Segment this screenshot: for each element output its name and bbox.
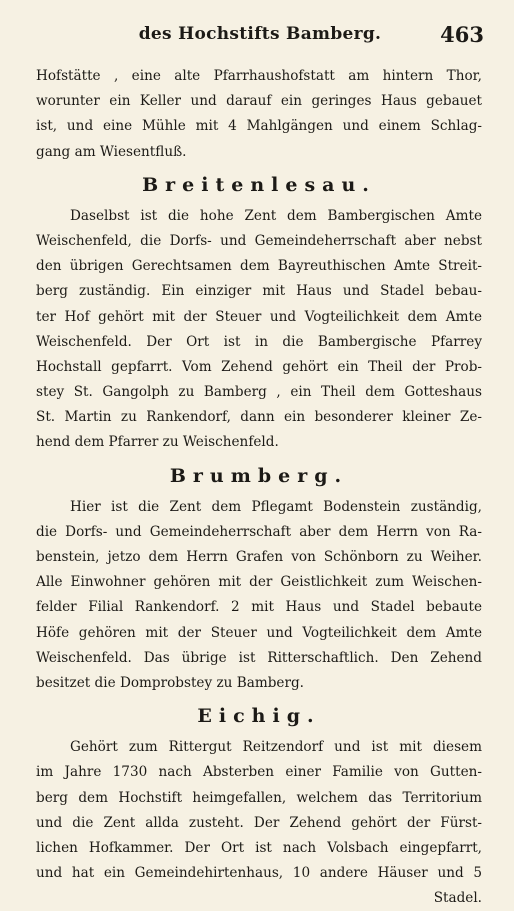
section-heading: Eichig. bbox=[197, 705, 321, 728]
text-line: Stadel. bbox=[433, 890, 482, 907]
text-line: Alle Einwohner gehören mit der Geistlichkeit zum Weischen- bbox=[36, 574, 482, 591]
text-line: die Dorfs- und Gemeindeherrschaft aber dem Herrn von Ra- bbox=[36, 523, 482, 540]
section-heading: Brumberg. bbox=[169, 464, 349, 487]
running-title: des Hochstifts Bamberg. bbox=[138, 24, 382, 44]
text-line: besitzet die Domprobstey zu Bamberg. bbox=[36, 674, 304, 691]
text-line: hend dem Pfarrer zu Weischenfeld. bbox=[36, 434, 279, 451]
section-heading: Breitenlesau. bbox=[142, 173, 376, 196]
section-breitenlesau bbox=[36, 167, 482, 456]
text-line: ter Hof gehört mit der Steuer und Vogteilichkeit dem Amte bbox=[36, 308, 482, 325]
text-line: Hochstall gepfarrt. Vom Zehend gehört ein Theil der Prob- bbox=[36, 358, 482, 375]
text-line: im Jahre 1730 nach Absterben einer Familie von Gutten- bbox=[36, 764, 482, 781]
text-line: Höfe gehören mit der Steuer und Vogteilichkeit dem Amte bbox=[36, 624, 482, 641]
text-line: Hier ist die Zent dem Pflegamt Bodenstein zuständig, bbox=[70, 498, 482, 515]
text-line: St. Martin zu Rankendorf, dann ein besonderer kleiner Ze- bbox=[36, 409, 482, 426]
page-header bbox=[36, 24, 484, 50]
section-brumberg bbox=[36, 458, 482, 697]
text-line: und die Zent allda zusteht. Der Zehend gehört der Fürst- bbox=[36, 814, 482, 831]
text-line: berg dem Hochstift heimgefallen, welchem das Territorium bbox=[36, 789, 482, 806]
page-body bbox=[36, 64, 482, 911]
text-line: Weischenfeld. Der Ort ist in die Bambergische Pfarrey bbox=[36, 333, 482, 350]
text-line: worunter ein Keller und darauf ein geringes Haus gebauet bbox=[36, 93, 482, 110]
intro-paragraph bbox=[36, 64, 482, 165]
text-line: Weischenfeld, die Dorfs- und Gemeindeherrschaft aber nebst bbox=[36, 232, 482, 249]
text-line: ist, und eine Mühle mit 4 Mahlgängen und einem Schlag- bbox=[36, 118, 482, 135]
text-line: den übrigen Gerechtsamen dem Bayreuthischen Amte Streit- bbox=[36, 258, 482, 275]
text-line: und hat ein Gemeindehirtenhaus, 10 andere Häuser und 5 bbox=[36, 865, 482, 882]
text-line: Gehört zum Rittergut Reitzendorf und ist mit diesem bbox=[70, 739, 482, 756]
text-line: stey St. Gangolph zu Bamberg , ein Theil dem Gotteshaus bbox=[36, 384, 482, 401]
text-line: Daselbst ist die hohe Zent dem Bambergischen Amte bbox=[70, 207, 482, 224]
text-line: lichen Hofkammer. Der Ort ist nach Volsbach eingepfarrt, bbox=[36, 839, 482, 856]
text-line: gang am Wiesentfluß. bbox=[36, 143, 187, 160]
section-eichig bbox=[36, 698, 482, 911]
text-line: benstein, jetzo dem Herrn Grafen von Schönborn zu Weiher. bbox=[36, 549, 482, 565]
text-line: Weischenfeld. Das übrige ist Ritterschaftlich. Den Zehend bbox=[36, 649, 482, 666]
text-line: berg zuständig. Ein einziger mit Haus und Stadel bebau- bbox=[36, 283, 482, 300]
page-number: 463 bbox=[440, 22, 484, 47]
text-line: felder Filial Rankendorf. 2 mit Haus und Stadel bebaute bbox=[36, 599, 482, 616]
text-line: Hofstätte , eine alte Pfarrhaushofstatt am hintern Thor, bbox=[36, 68, 482, 84]
